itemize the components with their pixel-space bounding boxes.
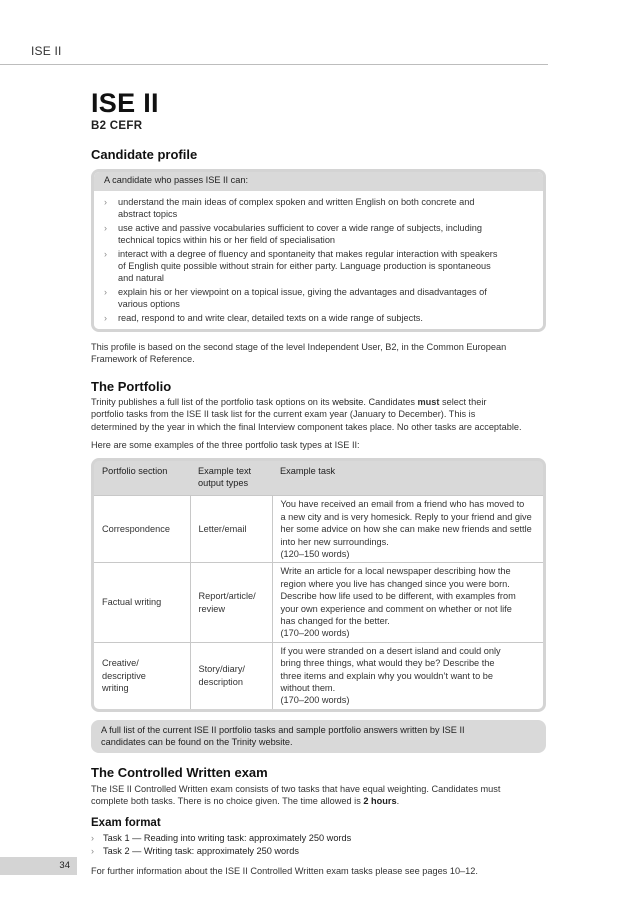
output-type-cell — [190, 496, 272, 563]
example-task-cell-line: (170–200 words) — [280, 628, 350, 639]
portfolio-text-c: select their — [439, 396, 487, 407]
exam-format-list — [91, 832, 546, 857]
candidate-profile-heading: Candidate profile — [91, 147, 198, 162]
portfolio-heading: The Portfolio — [91, 378, 172, 394]
portfolio-table — [94, 461, 543, 709]
profile-item-text: abstract topics — [118, 209, 178, 220]
page-number-box — [0, 857, 77, 875]
exam-task-words: 250 words — [256, 845, 299, 856]
page-title: ISE II — [91, 88, 159, 118]
output-type-cell — [190, 642, 272, 709]
example-task-cell-line: your own experience and comment on whether or not life — [280, 603, 512, 614]
exam-format-heading: Exam format — [91, 817, 161, 830]
portfolio-section-cell-line: Factual writing — [102, 597, 162, 608]
chevron-right-icon: › — [104, 222, 107, 233]
chevron-right-icon: › — [104, 286, 107, 297]
cw-line2a: complete both tasks. There is no choice given. The time allowed is — [91, 796, 364, 807]
chevron-right-icon: › — [104, 312, 107, 323]
profile-item-text: of English quite possible without strain for either party. Language production is spontaneous — [118, 261, 491, 272]
example-task-cell — [272, 496, 543, 563]
example-task-cell — [272, 642, 543, 709]
portfolio-text-line3: determined by the year in which the final Interview component takes place. No other tasks are acceptable. — [91, 421, 522, 432]
output-type-cell-line: Story/diary/ — [198, 664, 245, 675]
profile-item-text: various options — [118, 299, 180, 310]
time-allowed: 2 hours — [363, 796, 397, 807]
example-task-cell-line: a new city and is very homesick. Reply to your friend and give — [280, 511, 532, 522]
portfolio-text-line2: portfolio tasks from the ISE II task list for the current exam year (January to December). This is — [91, 409, 476, 420]
must-emphasis: must — [417, 396, 440, 407]
profile-item-text: use active and passive vocabularies sufficient to cover a wide range of subjects, including — [118, 222, 482, 233]
table-header-row — [94, 461, 543, 496]
example-task-cell-line: If you were stranded on a desert island and could only — [280, 645, 501, 656]
page-number: 34 — [59, 860, 70, 871]
example-task-cell-line: Write an article for a local newspaper describing how the — [280, 566, 511, 577]
example-task-cell-line: three items and explain why you wouldn’t want to be — [280, 670, 493, 681]
profile-list — [94, 191, 543, 329]
portfolio-table-body — [94, 496, 543, 709]
portfolio-section-cell — [94, 642, 190, 709]
exam-task-words: 250 words — [308, 833, 352, 844]
table-row — [94, 563, 543, 642]
cw-line2b: . — [396, 796, 400, 807]
header-example-task: Example task — [272, 461, 543, 496]
profile-item-text: and natural — [118, 273, 164, 284]
example-task-cell-line: into her new surroundings. — [280, 536, 389, 547]
portfolio-examples-intro: Here are some examples of the three portfolio task types at ISE II: — [91, 440, 360, 451]
candidate-profile-box — [91, 169, 546, 332]
portfolio-section-cell — [94, 563, 190, 642]
profile-list-item — [100, 286, 535, 311]
output-type-cell-line: Letter/email — [198, 524, 247, 535]
profile-item-text: technical topics within his or her field of specialisation — [118, 235, 336, 246]
profile-item-text: explain his or her viewpoint on a topical issue, giving the advantages and disadvantages of — [118, 286, 487, 297]
portfolio-text-a: Trinity publishes a full list of the portfolio task options on its — [91, 396, 333, 407]
portfolio-note-line2: candidates can be found on the Trinity website. — [101, 737, 293, 748]
example-task-cell-line: her some advice on how she can make new friends and settle — [280, 524, 532, 535]
table-row — [94, 496, 543, 563]
header-portfolio-section: Portfolio section — [94, 461, 190, 496]
portfolio-section-cell-line: Correspondence — [102, 524, 170, 535]
example-task-cell-line: You have received an email from a friend who has moved to — [280, 499, 525, 510]
chevron-right-icon: › — [104, 197, 107, 207]
profile-item-text: interact with a degree of fluency and spontaneity that makes regular interaction with speakers — [118, 248, 498, 259]
portfolio-section-cell — [94, 496, 190, 563]
profile-list-item — [100, 222, 535, 247]
portfolio-table-box — [91, 458, 546, 712]
profile-note — [91, 341, 546, 366]
exam-task-item — [91, 832, 546, 844]
profile-item-text: understand the main ideas of complex spoken and written English on both concrete and — [118, 197, 475, 207]
header-rule — [0, 64, 548, 65]
example-task-cell — [272, 563, 543, 642]
table-row — [94, 642, 543, 709]
chevron-right-icon: › — [104, 248, 107, 259]
portfolio-paragraph — [91, 396, 546, 433]
portfolio-note-box — [91, 720, 546, 753]
output-type-cell-line: Report/article/ — [198, 591, 256, 602]
output-type-cell-line: description — [198, 676, 243, 687]
header-output-line1: Example text — [198, 465, 252, 476]
output-type-cell-line: review — [198, 603, 226, 614]
profile-item-text: read, respond to and write clear, detailed texts on a wide range of subjects. — [118, 312, 423, 323]
controlled-written-heading: The Controlled Written exam — [91, 764, 268, 780]
example-task-cell-line: (170–200 words) — [280, 695, 350, 706]
output-type-cell — [190, 563, 272, 642]
header-output-types — [190, 461, 272, 496]
cefr-level: B2 CEFR — [91, 120, 143, 132]
profile-note-line2: Framework of Reference. — [91, 354, 195, 365]
portfolio-note-line1: A full list of the current ISE II portfolio tasks and sample portfolio answers written by ISE II — [101, 724, 465, 735]
portfolio-section-cell-line: Creative/ — [102, 658, 139, 669]
example-task-cell-line: bring three things, what would they be? Describe the — [280, 658, 495, 669]
header-output-line2: output types — [198, 477, 249, 488]
portfolio-section-cell-line: writing — [102, 683, 129, 693]
example-task-cell-line: (120–150 words) — [280, 548, 350, 559]
controlled-written-paragraph — [91, 783, 546, 808]
exam-task-text: Task 1 — Reading into writing task: approximately — [103, 833, 309, 844]
portfolio-note — [101, 724, 536, 749]
further-info-paragraph: For further information about the ISE II Controlled Written exam tasks please see pages 10–12. — [91, 866, 478, 877]
profile-note-line1: This profile is based on the second stage of the level Independent User, B2, in the Common European — [91, 342, 507, 353]
running-head: ISE II — [31, 44, 62, 58]
chevron-right-icon: › — [91, 845, 94, 856]
example-task-cell-line: without them. — [280, 683, 336, 693]
example-task-cell-line: Describe how life used to be different, with examples from — [280, 591, 516, 602]
exam-task-item — [91, 845, 546, 857]
exam-task-text: Task 2 — Writing task: approximately — [103, 845, 257, 856]
chevron-right-icon: › — [91, 833, 94, 844]
profile-list-item — [100, 248, 535, 285]
cw-line1: The ISE II Controlled Written exam consists of two tasks that have equal weighting. Candidates must — [91, 783, 501, 794]
main-content — [91, 88, 546, 878]
website-link[interactable]: website — [332, 396, 364, 407]
example-task-cell-line: region where you live has changed since you were born. — [280, 578, 510, 589]
portfolio-section-cell-line: descriptive — [102, 670, 146, 681]
profile-box-header: A candidate who passes ISE II can: — [94, 172, 543, 191]
example-task-cell-line: has changed for the better. — [280, 615, 390, 626]
portfolio-text-b: . Candidates — [363, 396, 418, 407]
profile-list-item — [100, 196, 535, 221]
profile-list-item — [100, 312, 535, 324]
